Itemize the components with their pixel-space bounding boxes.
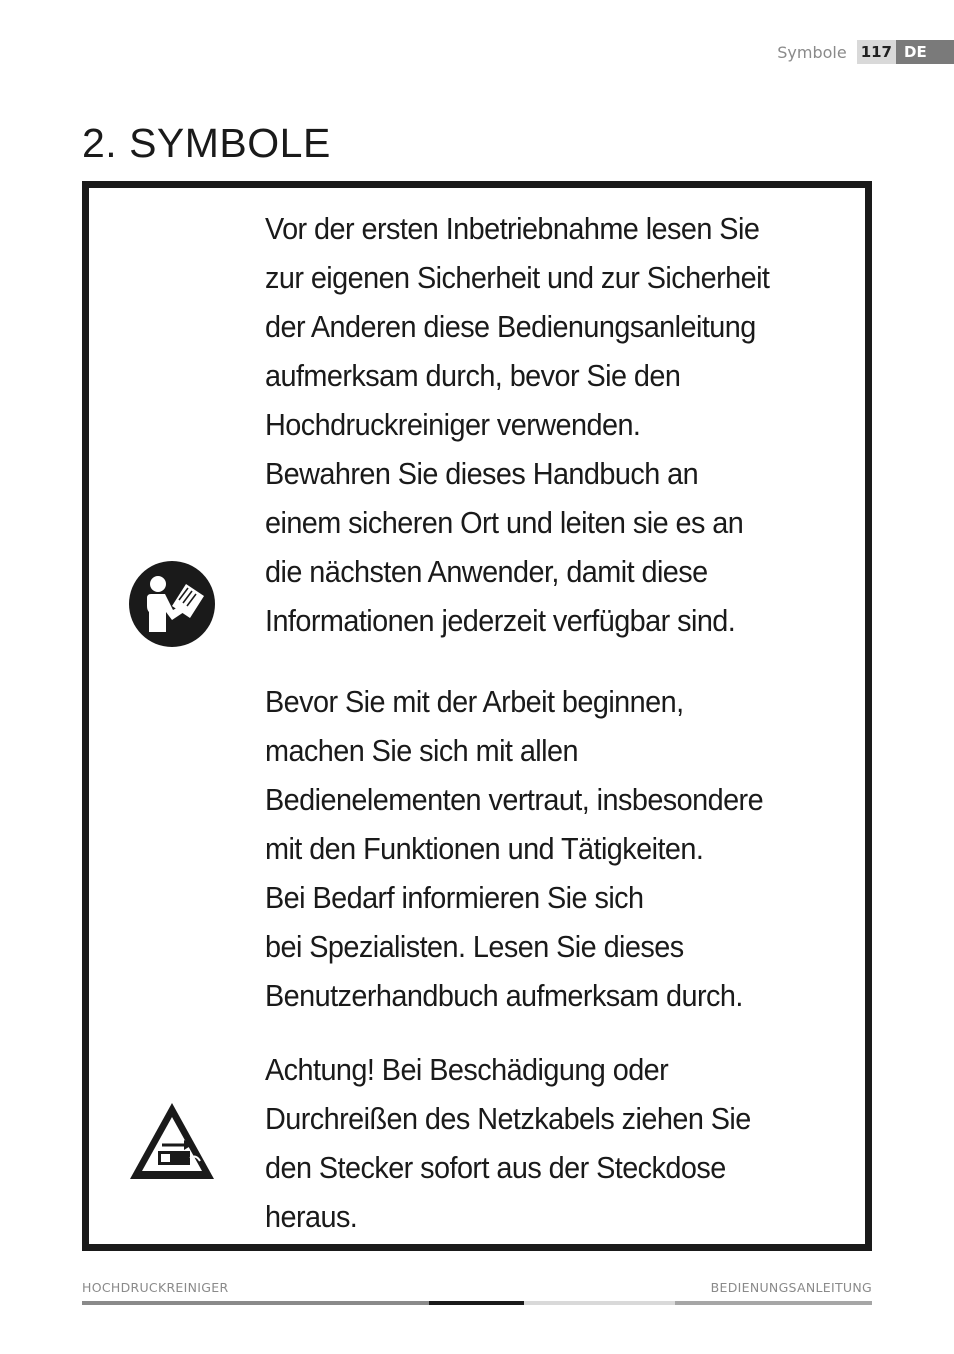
footer-rule (82, 1301, 872, 1305)
symbols-box (82, 181, 872, 1251)
symbol-paragraph: Bevor Sie mit der Arbeit beginnen, machen Sie sich mit allen Bedienelementen vertraut, insbesondere mit den Funktionen und Tätigkeiten. Bei Bedarf informieren Sie sich bei Spezialisten. Lesen Sie dieses Benutzerhandbuch aufmerksam durch. (265, 684, 764, 1013)
page-number: 117 (857, 40, 896, 64)
header-section-name: Symbole (777, 42, 847, 62)
language-tab: DE (896, 40, 954, 64)
page-header (777, 40, 954, 64)
page-title: 2. SYMBOLE (82, 120, 331, 166)
symbol-paragraph: Achtung! Bei Beschädigung oder Durchreißen des Netzkabels ziehen Sie den Stecker sofort aus der Steckdose heraus. (265, 1052, 751, 1234)
unplug-warning-icon (128, 1099, 216, 1183)
footer-product-name: HOCHDRUCKREINIGER (82, 1280, 229, 1295)
footer-document-type: BEDIENUNGSANLEITUNG (710, 1280, 872, 1295)
footer-rule-segment (524, 1301, 675, 1305)
footer-rule-segment (429, 1301, 524, 1305)
footer-rule-segment (675, 1301, 872, 1305)
footer-rule-segment (82, 1301, 429, 1305)
symbol-paragraph: Vor der ersten Inbetriebnahme lesen Sie zur eigenen Sicherheit und zur Sicherheit der Anderen diese Bedienungsanleitung aufmerksam durch, bevor Sie den Hochdruckreiniger verwenden. Bewahren Sie dieses Handbuch an einem sicheren Ort und leiten sie es an die nächsten Anwender, damit diese Informationen jederzeit verfügbar sind. (265, 211, 770, 638)
read-manual-icon (128, 560, 216, 648)
